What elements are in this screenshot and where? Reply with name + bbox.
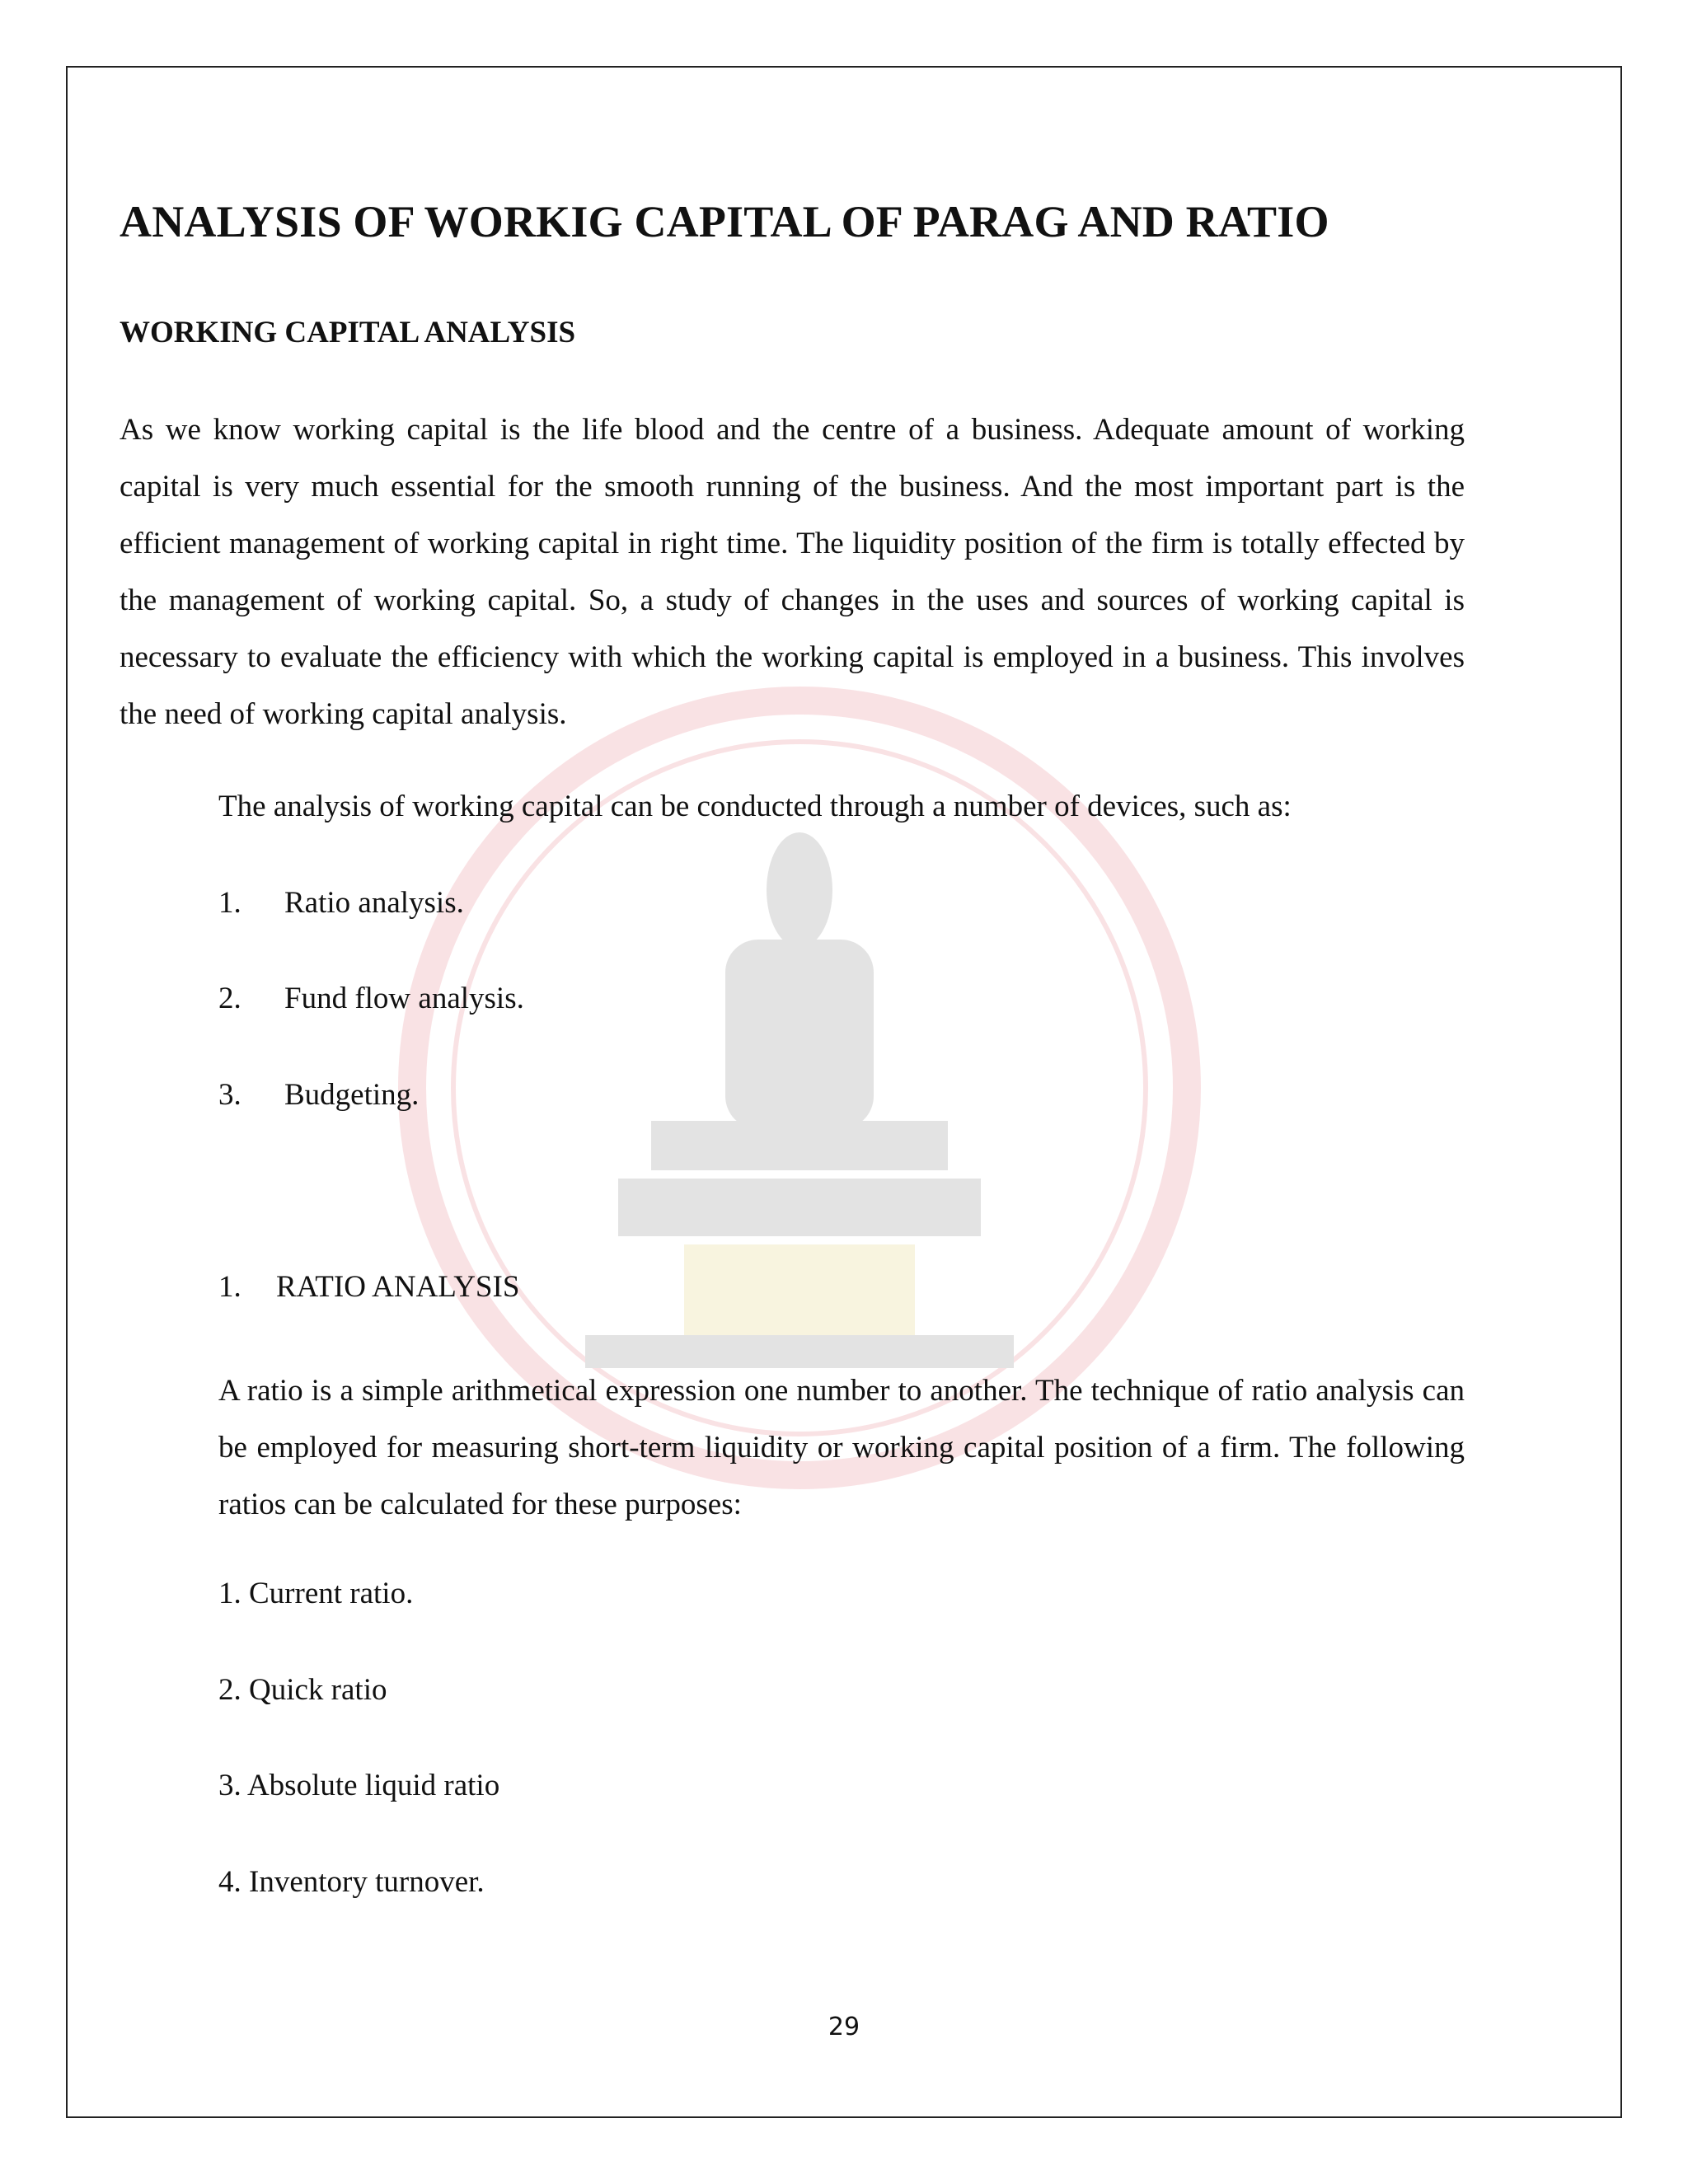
- ratio-list-item: 1. Current ratio.: [218, 1577, 414, 1610]
- section-heading: WORKING CAPITAL ANALYSIS: [120, 316, 576, 349]
- list-item-text: Fund flow analysis.: [284, 982, 524, 1015]
- list-item-text: Ratio analysis.: [284, 886, 464, 920]
- list-item-number: 3.: [218, 1078, 241, 1112]
- page-title: ANALYSIS OF WORKIG CAPITAL OF PARAG AND RATIO: [120, 197, 1329, 246]
- ratio-list-item: 3. Absolute liquid ratio: [218, 1769, 500, 1802]
- list-item-number: 2.: [218, 982, 241, 1015]
- list-item-number: 1.: [218, 886, 241, 920]
- heading-text: RATIO ANALYSIS: [276, 1270, 520, 1304]
- list-item-text: Budgeting.: [284, 1078, 420, 1112]
- list-item: [218, 883, 464, 923]
- ratio-paragraph: A ratio is a simple arithmetical expression one number to another. The technique of ratio analysis can be employed for measuring short-term liquidity or working capital position of a firm. The following ratios can be calculated for these purposes:: [218, 1374, 1465, 1521]
- page-number: 29: [828, 2013, 860, 2041]
- heading-number: 1.: [218, 1270, 241, 1304]
- list-item: [218, 979, 524, 1019]
- ratio-analysis-heading: [218, 1268, 519, 1307]
- intro-paragraph: As we know working capital is the life blood and the centre of a business. Adequate amount of working capital is very much essential for the smooth running of the business. And the most important part is the efficient management of working capital in right time. The liquidity position of the firm is totally effected by the management of working capital. So, a study of changes in the uses and sources of working capital is necessary to evaluate the efficiency with which the working capital is employed in a business. This involves the need of working capital analysis.: [120, 413, 1465, 731]
- ratio-list-item: 4. Inventory turnover.: [218, 1865, 485, 1899]
- list-item: [218, 1076, 419, 1115]
- devices-intro: The analysis of working capital can be conducted through a number of devices, such as:: [218, 790, 1292, 823]
- ratio-list-item: 2. Quick ratio: [218, 1673, 387, 1707]
